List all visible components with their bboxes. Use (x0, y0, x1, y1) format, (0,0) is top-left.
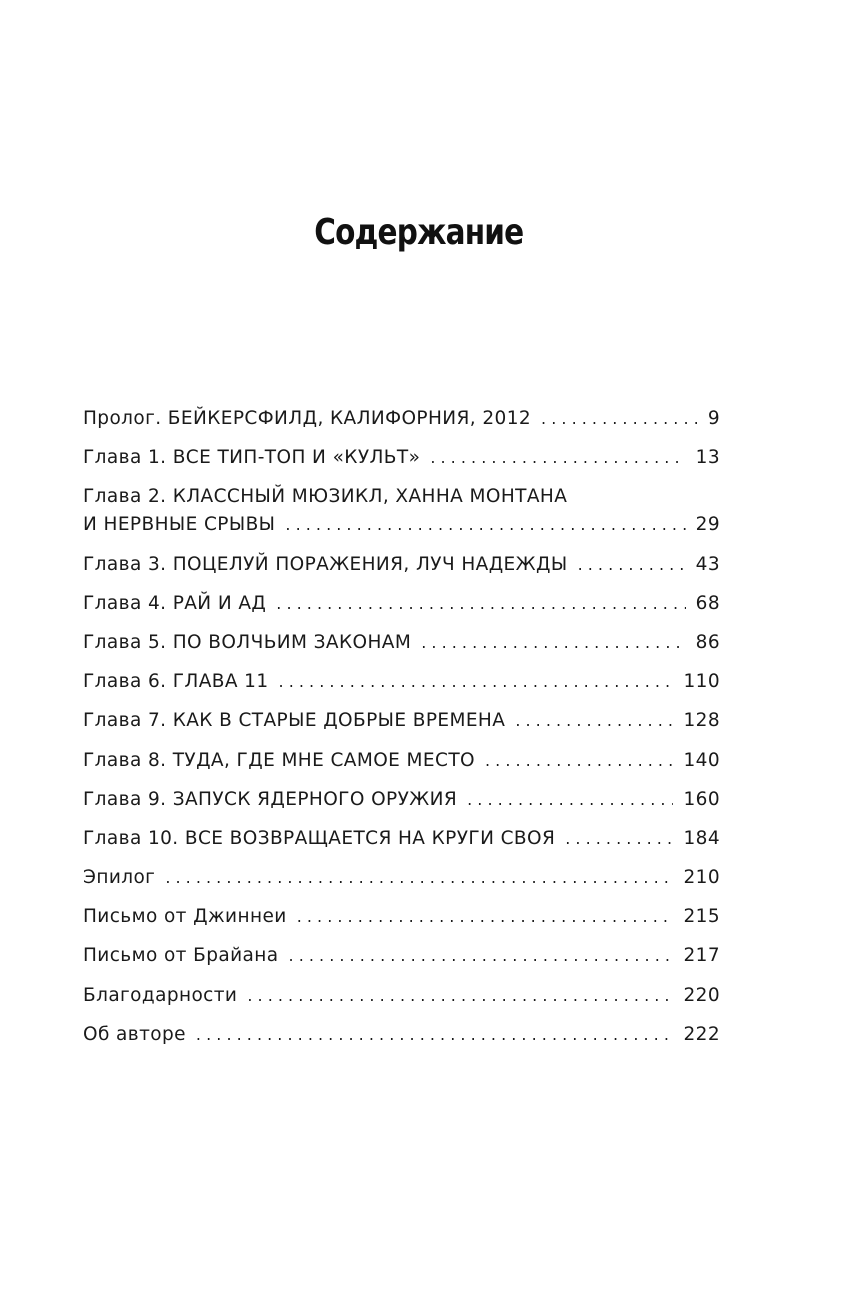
dot-leader (285, 511, 685, 539)
toc-entry-letter-brian[interactable] (83, 942, 720, 970)
toc-entry-title: Письмо от Джиннеи (83, 906, 287, 928)
toc-entry-page: 210 (683, 867, 720, 889)
toc-entry-chapter-7[interactable] (83, 707, 720, 735)
dot-leader (276, 590, 685, 618)
toc-entry-page: 43 (695, 553, 720, 575)
toc-entry-page: 13 (695, 447, 720, 469)
toc-entry-title: Благодарности (83, 984, 238, 1006)
toc-entry-page: 140 (683, 749, 720, 771)
page-title: Содержание (314, 212, 524, 253)
toc-entry-title: Глава 6. ГЛАВА 11 (83, 671, 269, 693)
toc-entry-acknowledgements[interactable] (83, 982, 720, 1010)
toc-entry-chapter-4[interactable] (83, 590, 720, 618)
toc-entry-chapter-3[interactable] (83, 551, 720, 579)
toc-entry-chapter-8[interactable] (83, 747, 720, 775)
toc-entry-page: 160 (683, 788, 720, 810)
toc-entry-title: Эпилог (83, 867, 156, 889)
dot-leader (421, 629, 685, 657)
toc-entry-title-line1: Глава 2. КЛАССНЫЙ МЮЗИКЛ, ХАННА МОНТАНА (83, 486, 568, 508)
dot-leader (430, 444, 685, 472)
toc-entry-page: 220 (683, 984, 720, 1006)
toc-entry-page: 184 (683, 827, 720, 849)
table-of-contents (83, 405, 720, 1060)
toc-entry-title: Глава 10. ВСЕ ВОЗВРАЩАЕТСЯ НА КРУГИ СВОЯ (83, 827, 556, 849)
toc-entry-page: 110 (683, 671, 720, 693)
toc-entry-title: Об авторе (83, 1023, 186, 1045)
toc-entry-title: Глава 9. ЗАПУСК ЯДЕРНОГО ОРУЖИЯ (83, 788, 458, 810)
toc-entry-title: Глава 5. ПО ВОЛЧЬИМ ЗАКОНАМ (83, 631, 412, 653)
toc-entry-title: Пролог. БЕЙКЕРСФИЛД, КАЛИФОРНИЯ, 2012 (83, 408, 532, 429)
dot-leader (279, 668, 674, 696)
dot-leader (196, 1021, 674, 1049)
dot-leader (565, 825, 673, 853)
toc-entry-page: 217 (683, 945, 720, 967)
toc-entry-chapter-1[interactable] (83, 444, 720, 472)
toc-entry-prologue[interactable] (83, 405, 720, 433)
toc-entry-page: 128 (683, 710, 720, 732)
toc-entry-title: Глава 7. КАК В СТАРЫЕ ДОБРЫЕ ВРЕМЕНА (83, 710, 506, 732)
toc-entry-page: 222 (683, 1023, 720, 1045)
toc-entry-chapter-6[interactable] (83, 668, 720, 696)
toc-entry-title: Глава 4. РАЙ И АД (83, 592, 267, 614)
dot-leader (289, 942, 674, 970)
toc-entry-page: 215 (683, 906, 720, 928)
dot-leader (578, 551, 686, 579)
toc-entry-title: Глава 8. ТУДА, ГДЕ МНЕ САМОЕ МЕСТО (83, 749, 475, 771)
dot-leader (485, 747, 674, 775)
toc-entry-chapter-10[interactable] (83, 825, 720, 853)
toc-entry-about-author[interactable] (83, 1021, 720, 1049)
toc-entry-title: И НЕРВНЫЕ СРЫВЫ (83, 514, 276, 536)
toc-entry-page: 9 (707, 408, 720, 429)
toc-entry-page: 29 (695, 514, 720, 536)
dot-leader (467, 786, 673, 814)
toc-entry-title: Глава 1. ВСЕ ТИП-ТОП И «КУЛЬТ» (83, 447, 421, 469)
dot-leader (515, 707, 673, 735)
toc-entry-title: Глава 3. ПОЦЕЛУЙ ПОРАЖЕНИЯ, ЛУЧ НАДЕЖДЫ (83, 553, 568, 575)
toc-entry-epilogue[interactable] (83, 864, 720, 892)
toc-entry-letter-jinnea[interactable] (83, 903, 720, 931)
dot-leader (297, 903, 674, 931)
toc-entry-chapter-9[interactable] (83, 786, 720, 814)
toc-entry-page: 68 (695, 592, 720, 614)
toc-entry-page: 86 (695, 631, 720, 653)
dot-leader (541, 405, 698, 433)
dot-leader (247, 982, 673, 1010)
toc-entry-chapter-5[interactable] (83, 629, 720, 657)
dot-leader (165, 864, 673, 892)
toc-entry-chapter-2[interactable] (83, 483, 720, 539)
toc-entry-title: Письмо от Брайана (83, 945, 279, 967)
